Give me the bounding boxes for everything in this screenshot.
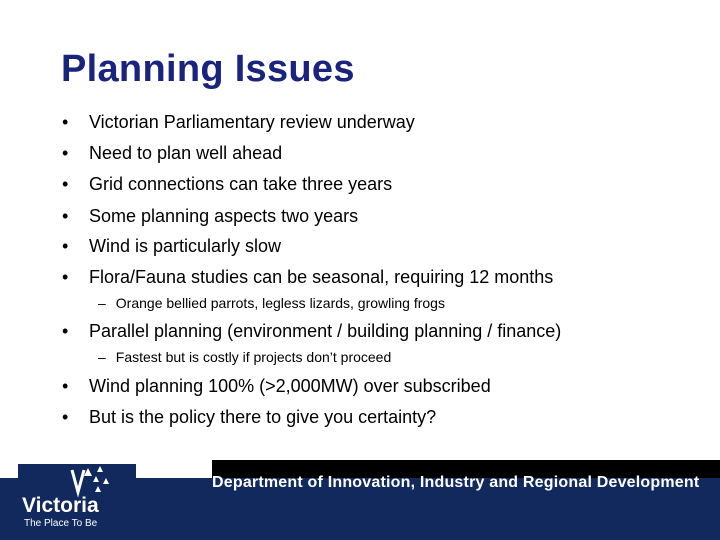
sub-bullet-dash: – xyxy=(98,295,106,311)
bullet-text: Grid connections can take three years xyxy=(89,174,393,194)
bullet-text: Need to plan well ahead xyxy=(89,143,283,163)
bullet-dot: • xyxy=(62,143,69,163)
bullet-dot: • xyxy=(62,407,69,427)
sub-bullet-item xyxy=(98,349,391,365)
bullet-text: Wind planning 100% (>2,000MW) over subscribed xyxy=(89,376,491,396)
bullet-text: But is the policy there to give you certainty? xyxy=(89,407,437,427)
bullet-dot: • xyxy=(62,236,69,256)
bullet-dot: • xyxy=(62,112,69,132)
sub-bullet-text: Fastest but is costly if projects don’t proceed xyxy=(115,349,392,365)
bullet-dot: • xyxy=(62,267,69,287)
bullet-text: Wind is particularly slow xyxy=(89,236,282,256)
sub-bullet-item xyxy=(98,295,445,311)
sub-bullet-text: Orange bellied parrots, legless lizards, growling frogs xyxy=(115,295,445,311)
bullet-text: Parallel planning (environment / building planning / finance) xyxy=(89,321,562,341)
logo-wordmark: Victoria xyxy=(22,494,99,517)
bullet-dot: • xyxy=(62,206,69,226)
slide-title: Planning Issues xyxy=(61,48,355,90)
bullet-dot: • xyxy=(62,174,69,194)
bullet-text: Flora/Fauna studies can be seasonal, requiring 12 months xyxy=(89,267,554,287)
bullet-text: Some planning aspects two years xyxy=(89,206,359,226)
bullet-dot: • xyxy=(62,321,69,341)
department-name: Department of Innovation, Industry and Regional Development xyxy=(212,474,700,491)
sub-bullet-dash: – xyxy=(98,349,106,365)
logo-tagline: The Place To Be xyxy=(24,518,98,529)
bullet-dot: • xyxy=(62,376,69,396)
bullet-text: Victorian Parliamentary review underway xyxy=(89,112,415,132)
